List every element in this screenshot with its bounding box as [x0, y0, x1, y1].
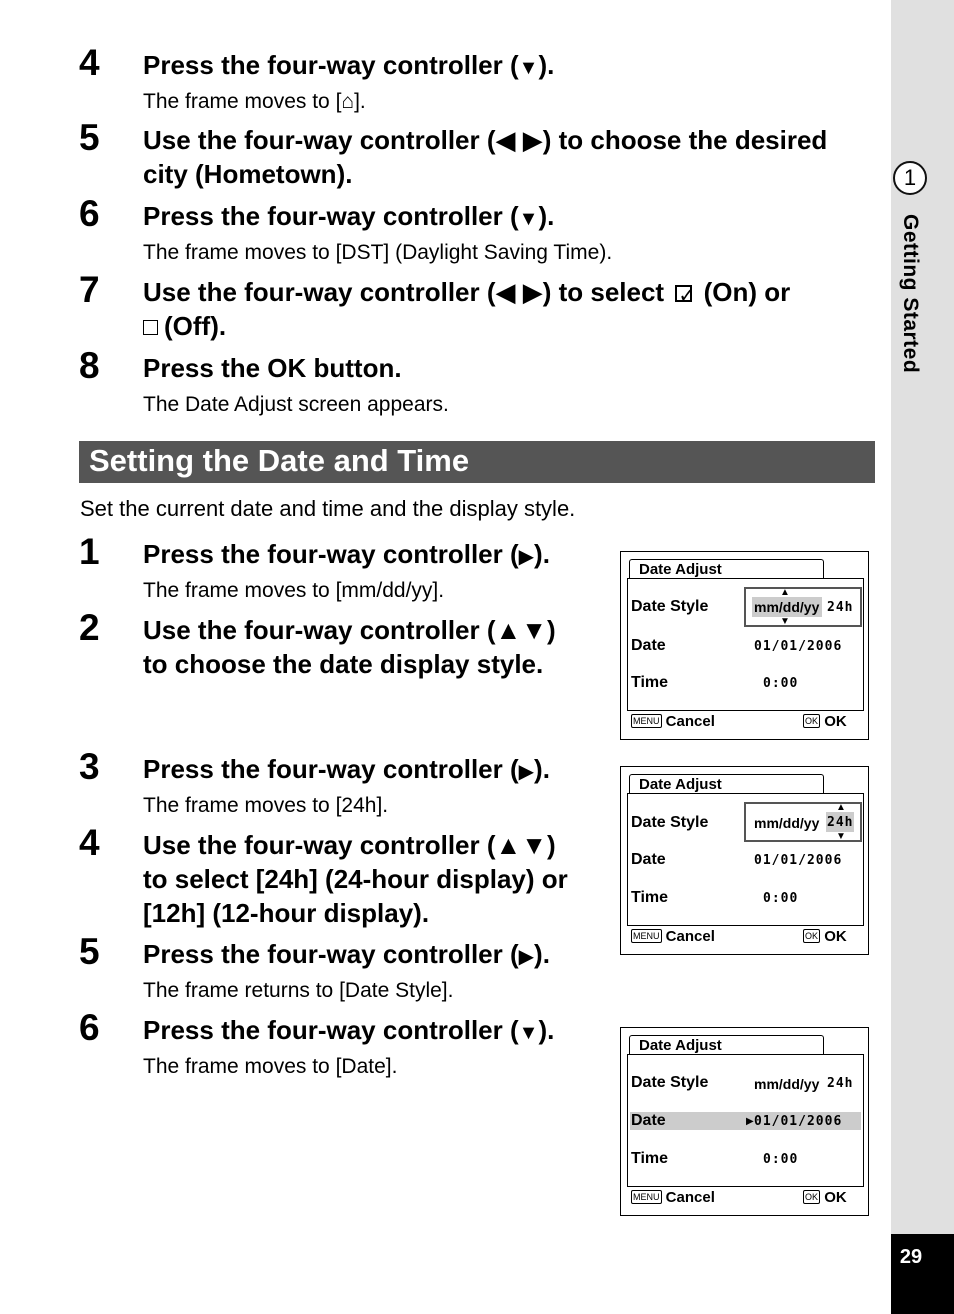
step-note: The frame moves to [⌂].: [143, 90, 366, 113]
step-title-continued: to select [24h] (24-hour display) or: [143, 864, 568, 894]
screen-footer: [631, 1189, 861, 1209]
hour-format-value: 24h: [827, 815, 854, 830]
up-arrow-icon: ▲: [780, 587, 790, 598]
step-title: Press the four-way controller (▼).: [143, 1015, 555, 1045]
step-number: 3: [79, 746, 100, 787]
date-style-value: mm/dd/yy: [754, 599, 820, 615]
time-label: Time: [631, 1150, 669, 1167]
time-label: Time: [631, 889, 669, 906]
ok-key-icon: OK: [805, 1192, 819, 1202]
screen-frame: [627, 1054, 864, 1187]
step-number: 5: [79, 117, 100, 158]
ok-label: OK: [824, 928, 847, 945]
step-number: 6: [79, 193, 100, 234]
step-note: The frame moves to [24h].: [143, 794, 389, 817]
step-title-continued: city (Hometown).: [143, 159, 353, 189]
date-style-label: Date Style: [631, 598, 709, 615]
step-title: Use the four-way controller (▲▼): [143, 830, 556, 860]
step-title-continued: [12h] (12-hour display).: [143, 898, 430, 928]
step-number: 4: [79, 42, 100, 83]
cancel-label: Cancel: [665, 928, 715, 945]
date-adjust-screen-2: [620, 766, 869, 955]
step-note: The frame moves to [DST] (Daylight Saving Time).: [143, 241, 613, 264]
menu-key-icon: MENU: [633, 931, 660, 941]
section-intro: Set the current date and time and the display style.: [80, 496, 576, 521]
section-header: [79, 441, 875, 483]
date-adjust-screen-3: [620, 1027, 869, 1216]
ok-label: OK: [824, 1189, 847, 1206]
screen-footer: [631, 713, 861, 733]
step-title: Press the four-way controller (▼).: [143, 201, 555, 231]
ok-key-icon: OK: [805, 931, 819, 941]
right-arrow-icon: ▶: [746, 1116, 754, 1127]
ok-key-icon: OK: [805, 716, 819, 726]
step-title: Press the four-way controller (▶).: [143, 754, 550, 784]
page-number-box: [891, 1234, 954, 1314]
step-title: Press the four-way controller (▼).: [143, 50, 555, 80]
date-value: 01/01/2006: [754, 853, 843, 868]
step-title-continued: to choose the date display style.: [143, 649, 544, 679]
step-number: 1: [79, 531, 100, 572]
cancel-label: Cancel: [665, 1189, 715, 1206]
chapter-number: 1: [893, 161, 927, 195]
step-title: Press the four-way controller (▶).: [143, 939, 550, 969]
step-number: 4: [79, 822, 100, 863]
section-title: Setting the Date and Time: [89, 443, 470, 478]
screen-tab-title: Date Adjust: [629, 774, 824, 794]
step-number: 8: [79, 345, 100, 386]
screen-tab-title: Date Adjust: [629, 559, 824, 579]
date-style-value: mm/dd/yy: [754, 815, 820, 831]
menu-key-icon: MENU: [633, 1192, 660, 1202]
screen-footer: [631, 928, 861, 948]
chapter-side-tab: [891, 0, 954, 1314]
hour-format-value: 24h: [827, 600, 854, 615]
step-number: 5: [79, 931, 100, 972]
empty-box-icon: [143, 320, 158, 335]
down-arrow-icon: ▼: [780, 616, 790, 627]
screen-frame: [627, 578, 864, 711]
screen-tab-title: Date Adjust: [629, 1035, 824, 1055]
step-title: Press the four-way controller (▶).: [143, 539, 550, 569]
step-note: The Date Adjust screen appears.: [143, 393, 449, 416]
step-title-continued: (Off).: [143, 309, 226, 343]
menu-key-icon: MENU: [633, 716, 660, 726]
date-style-label: Date Style: [631, 814, 709, 831]
step-title: Use the four-way controller (◀ ▶) to select ✓ (On) or: [143, 277, 791, 307]
step-number: 7: [79, 269, 100, 310]
date-label: Date: [631, 1112, 666, 1129]
step-note: The frame moves to [Date].: [143, 1055, 398, 1078]
step-number: 6: [79, 1007, 100, 1048]
cancel-label: Cancel: [665, 713, 715, 730]
date-value: 01/01/2006: [754, 1114, 843, 1129]
hour-format-value: 24h: [827, 1076, 854, 1091]
date-style-label: Date Style: [631, 1074, 709, 1091]
date-adjust-screen-1: [620, 551, 869, 740]
ok-label: OK: [824, 713, 847, 730]
chapter-title: Getting Started: [899, 214, 922, 374]
page-number: 29: [899, 1246, 923, 1268]
step-title: Use the four-way controller (◀ ▶) to choose the desired: [143, 125, 828, 155]
time-value: 0:00: [763, 1152, 799, 1167]
step-title: Press the OK button.: [143, 353, 402, 383]
step-title: Use the four-way controller (▲▼): [143, 615, 556, 645]
down-arrow-icon: ▼: [836, 831, 846, 842]
up-arrow-icon: ▲: [836, 802, 846, 813]
step-note: The frame returns to [Date Style].: [143, 979, 454, 1002]
date-label: Date: [631, 637, 666, 654]
date-style-value: mm/dd/yy: [754, 1076, 820, 1092]
screen-frame: [627, 793, 864, 926]
date-value: 01/01/2006: [754, 639, 843, 654]
step-number: 2: [79, 607, 100, 648]
checked-box-icon: ✓: [675, 285, 692, 302]
time-value: 0:00: [763, 891, 799, 906]
time-value: 0:00: [763, 676, 799, 691]
time-label: Time: [631, 674, 669, 691]
step-note: The frame moves to [mm/dd/yy].: [143, 579, 445, 602]
date-label: Date: [631, 851, 666, 868]
